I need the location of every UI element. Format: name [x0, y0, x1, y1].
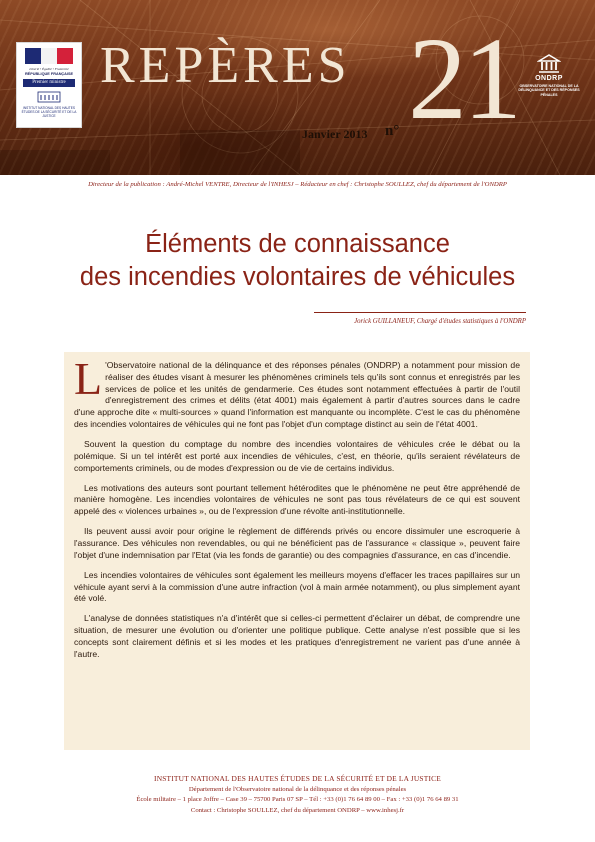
- abstract-paragraph: Souvent la question du comptage du nombre des incendies volontaires de véhicules crée le débat ou la polémique. Si un tel intérêt est porté aux incendies de véhicules, c'est, en théorie, qu'ils seraient révélateurs de comportements criminels, ou de modes d'expression ou de vie de certains individus.: [74, 438, 520, 473]
- footer-institute: INSTITUT NATIONAL DES HAUTES ÉTUDES DE LA SÉCURITÉ ET DE LA JUSTICE: [154, 774, 441, 783]
- abstract-paragraph: Les motivations des auteurs sont pourtant tellement hétérodites que le phénomène ne peut être appréhendé de manière homogène. Les incendies volontaires de véhicules ne sont pas tous révélateurs de ce qui est souvent appelé des « violences urbaines », ou de l'expression d'une révolte anti-institutionnelle.: [74, 482, 520, 517]
- abstract-paragraph: Les incendies volontaires de véhicules sont également les meilleurs moyens d'effacer les traces papillaires sur un véhicule ayant servi à la commission d'une autre infraction (vol à main armée notamment), ou plus simplement ayant été volé.: [74, 569, 520, 604]
- issue-number: 21: [408, 13, 518, 144]
- publication-credits: Directeur de la publication : André-Michel VENTRE, Directeur de l'INHESJ – Rédacteur en chef : Christophe SOULLEZ, chef du département de l'ONDRP: [88, 181, 507, 188]
- marianne-flag-icon: [25, 48, 73, 64]
- ondrp-building-icon: [537, 54, 561, 74]
- footer-contact: Contact : Christophe SOULLEZ, chef du département ONDRP – www.inhesj.fr: [190, 806, 405, 814]
- inhesj-emblem-icon: [37, 91, 61, 103]
- issue-number-label: n°: [385, 123, 400, 139]
- publication-title: REPÈRES: [100, 37, 351, 94]
- article-title: [20, 228, 575, 294]
- ministry-label: Premier ministre: [23, 79, 75, 87]
- issue-date: Janvier 2013: [302, 127, 368, 141]
- article-author: Jorick GUILLANEUF, Chargé d'études statistiques à l'ONDRP: [354, 318, 526, 325]
- page-footer: [0, 774, 595, 816]
- footer-address: École militaire – 1 place Joffre – Case 39 – 75700 Paris 07 SP – Tél : +33 (0)1 76 64 89 00 – Fax : +33 (0)1 76 64 89 31: [136, 796, 459, 803]
- title-divider: [314, 312, 526, 313]
- ondrp-acronym: ONDRP: [535, 75, 563, 82]
- article-title-line-2: des incendies volontaires de véhicules: [79, 263, 516, 291]
- inhesj-name: INSTITUT NATIONAL DES HAUTES ÉTUDES DE LA SÉCURITÉ ET DE LA JUSTICE: [21, 106, 77, 119]
- footer-department: Département de l'Observatoire national de la délinquance et des réponses pénales: [188, 785, 407, 793]
- header-banner: [0, 0, 595, 175]
- ondrp-full-name: OBSERVATOIRE NATIONAL DE LA DÉLINQUANCE ET DES RÉPONSES PÉNALES: [518, 84, 580, 97]
- republic-motto: Liberté • Égalité • Fraternité: [29, 67, 69, 71]
- ondrp-logo: [518, 54, 580, 97]
- abstract-paragraph: Ils peuvent aussi avoir pour origine le règlement de différends privés ou encore dissimuler une escroquerie à l'assurance. Des véhicules non revendables, ou qui ne bénéficient pas de l'assurance « classique », peuvent faire l'objet d'une indemnisation par l'Etat (via les fonds de garantie) ou des compagnies d'assurance, en cas d'incendie.: [74, 526, 520, 560]
- government-logo: [16, 42, 82, 128]
- article-title-line-1: Éléments de connaissance: [145, 230, 450, 258]
- drop-cap: L: [74, 353, 103, 404]
- abstract-paragraph: L'analyse de données statistiques n'a d'intérêt que si celles-ci permettent d'éclairer un débat, de comprendre une situation, de mesurer une évolution ou d'orienter une politique publique. Cette analyse n'est possible que si les concepts sont clairement définis et si les modes et les pratiques d'enregistrement ne varient pas d'une année à l'autre.: [74, 613, 520, 659]
- republic-name: RÉPUBLIQUE FRANÇAISE: [24, 72, 74, 76]
- abstract-paragraph: L 'Observatoire national de la délinquance et des réponses pénales (ONDRP) a notamment pour mission de réaliser des études visant à mesurer les phénomènes criminels tels qu'ils sont connus et enregistrés par les services de police et les unités de gendarmerie. Ces études sont notamment effectuées à partir de l'outil d'enregistrement des crimes et délits (état 4001) mais également à partir d'autres sources dans le cadre d'une approche dite « multi-sources » quand l'information est manquante ou incomplète. C'est le cas du phénomène des incendies volontaires de véhicules qui ne font pas l'objet d'un comptage distinct au sein de l'état 4001.: [74, 353, 520, 429]
- abstract-text: [74, 353, 520, 669]
